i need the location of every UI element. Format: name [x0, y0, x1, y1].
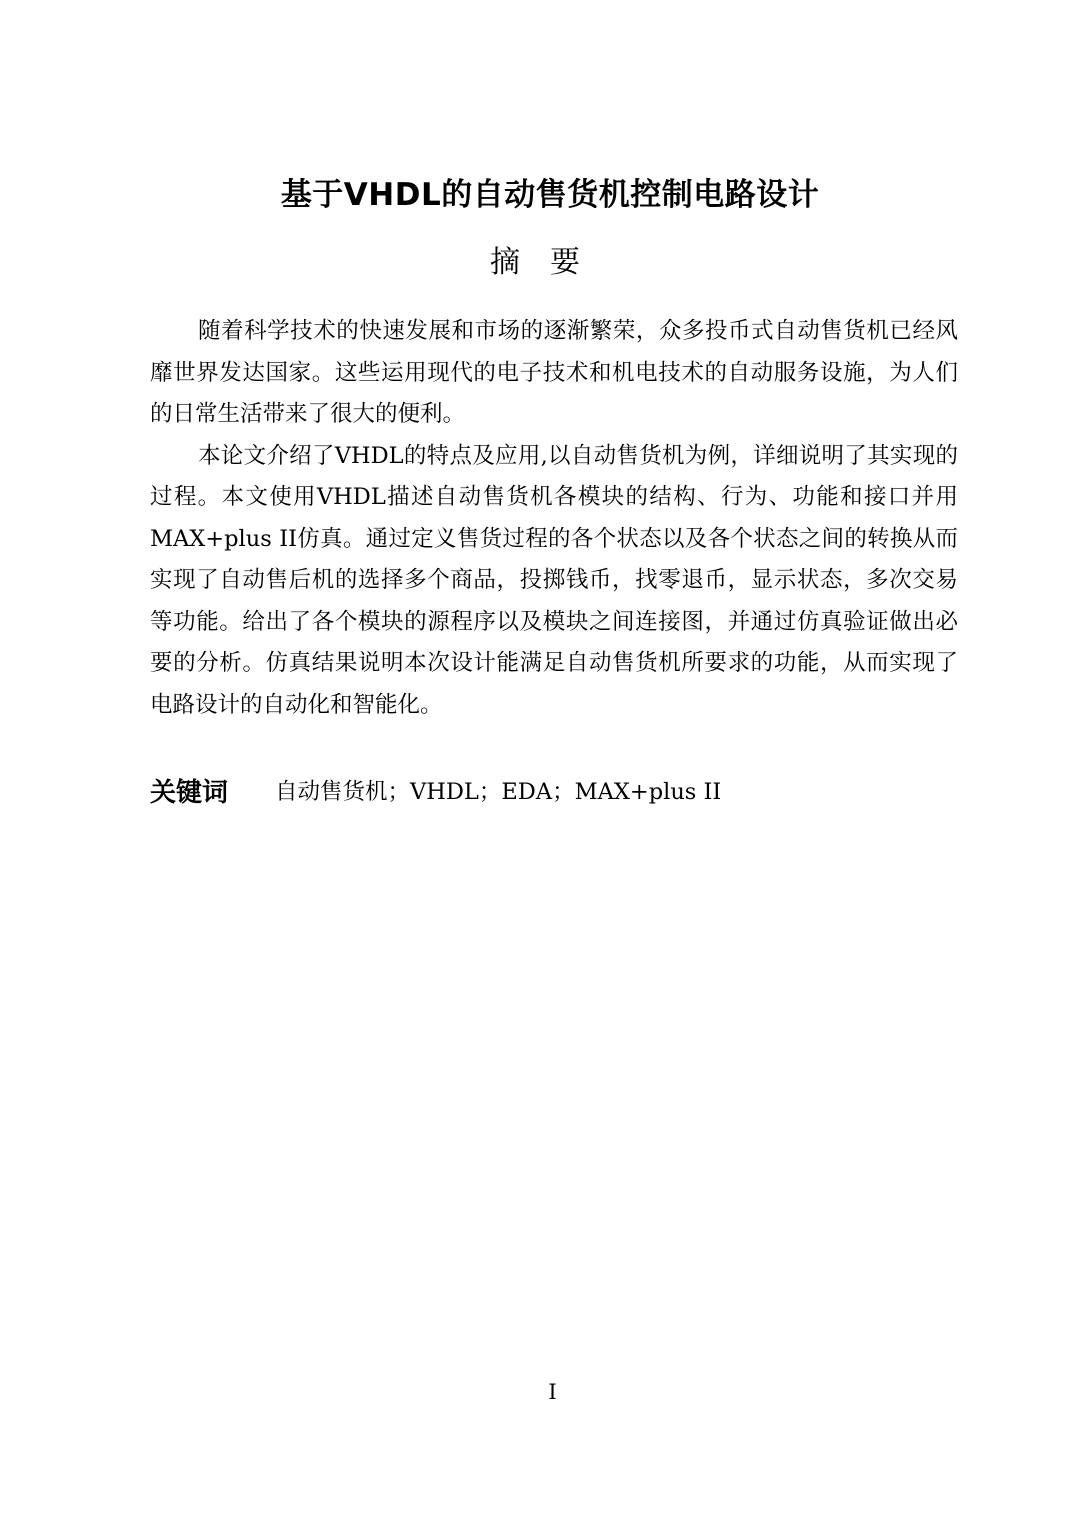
keywords-values: 自动售货机；VHDL；EDA；MAX+plus II	[275, 779, 722, 805]
abstract-body	[150, 311, 958, 726]
abstract-paragraph-1: 随着科学技术的快速发展和市场的逐渐繁荣，众多投币式自动售货机已经风靡世界发达国家。这些运用现代的电子技术和机电技术的自动服务设施，为人们的日常生活带来了很大的便利。	[150, 318, 958, 427]
keywords-row	[150, 768, 958, 812]
abstract-paragraph-2: 本论文介绍了VHDL的特点及应用,以自动售货机为例，详细说明了其实现的过程。本文使用VHDL描述自动售货机各模块的结构、行为、功能和接口并用MAX+plus II仿真。通过定义售货过程的各个状态以及各个状态之间的转换从而实现了自动售后机的选择多个商品，投掷钱币，找零退币，显示状态，多次交易等功能。给出了各个模块的源程序以及模块之间连接图，并通过仿真验证做出必要的分析。仿真结果说明本次设计能满足自动售货机所要求的功能，从而实现了电路设计的自动化和智能化。	[150, 442, 958, 718]
document-title: 基于VHDL的自动售货机控制电路设计	[280, 177, 820, 213]
page-number: I	[548, 1380, 557, 1404]
abstract-heading: 摘要	[490, 245, 610, 280]
keywords-label: 关键词	[150, 777, 229, 808]
